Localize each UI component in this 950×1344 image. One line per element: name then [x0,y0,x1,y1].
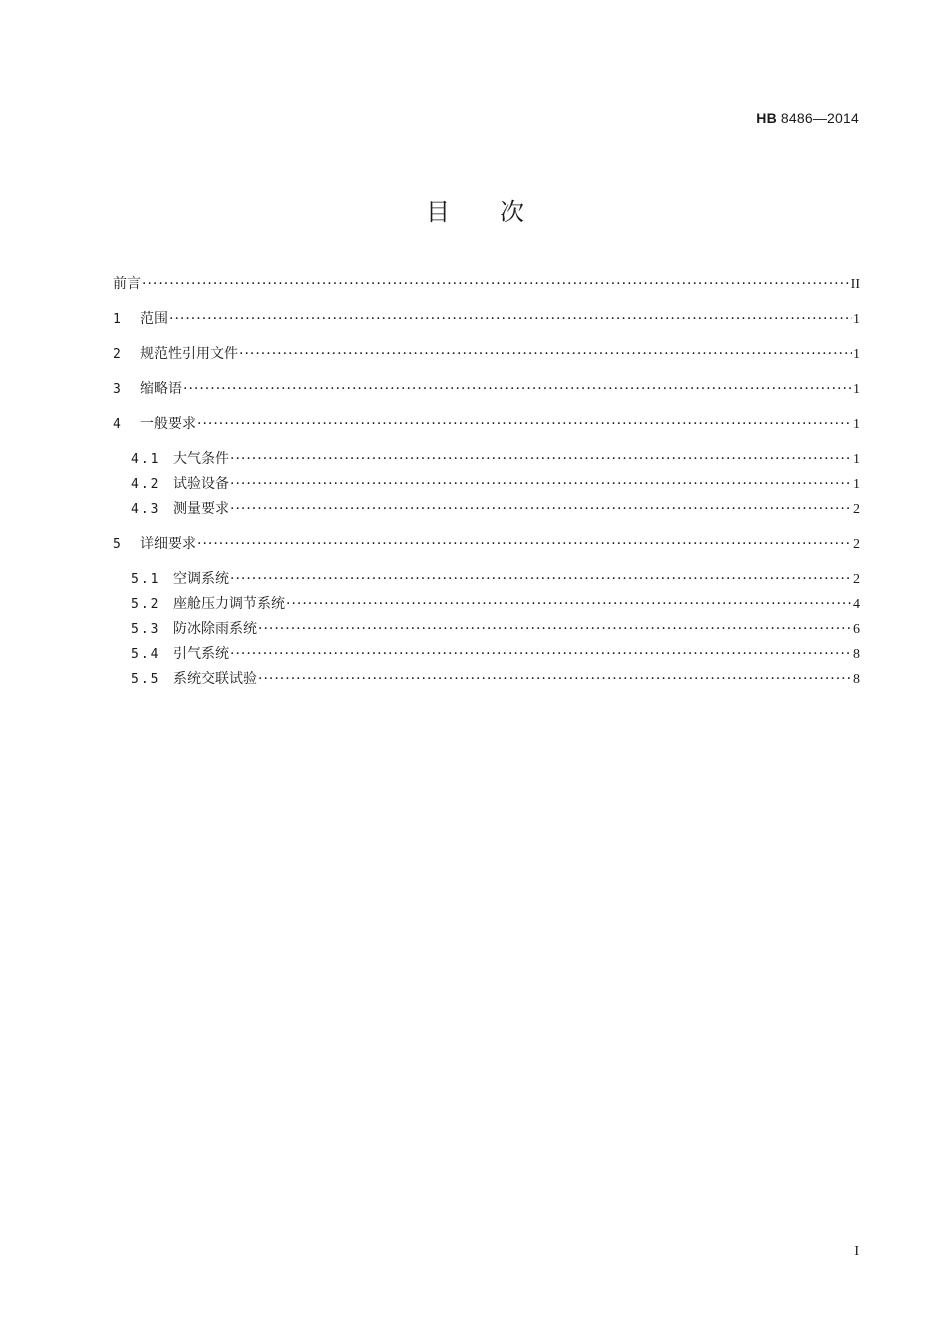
toc-page-number: 8 [853,672,860,687]
toc-entry-5-5[interactable] [113,667,860,692]
toc-section-number: 3 [113,382,123,397]
toc-entry-title: 防冰除雨系统 [173,621,257,637]
toc-section-number: 5.5 [131,672,161,687]
page-title: 目次 [426,198,574,226]
toc-leader-dots [230,567,852,592]
toc-section-number: 4 [113,417,123,432]
toc-entry-5-4[interactable] [113,642,860,667]
toc-entry-title: 系统交联试验 [173,671,257,687]
toc-entry-5-2[interactable] [113,592,860,617]
toc-section-number: 2 [113,347,123,362]
toc-entry-5-3[interactable] [113,617,860,642]
toc-entry-title: 座舱压力调节系统 [173,596,285,612]
standard-number: 8486—2014 [780,110,859,126]
table-of-contents [113,272,860,692]
toc-section-number: 4.3 [131,502,161,517]
toc-page-number: 1 [853,382,860,397]
toc-entry-2[interactable] [113,342,860,367]
toc-entry-title: 大气条件 [173,451,229,467]
toc-page-number: 8 [853,647,860,662]
toc-page-number: 1 [853,452,860,467]
toc-page-number: 1 [853,477,860,492]
toc-page-number: 1 [853,312,860,327]
toc-entry-5-1[interactable] [113,567,860,592]
toc-page-number: 4 [853,597,860,612]
toc-entry-foreword[interactable] [113,272,860,297]
toc-section-number: 5.2 [131,597,161,612]
toc-entry-title: 测量要求 [173,501,229,517]
toc-leader-dots [230,472,852,497]
toc-entry-4-3[interactable] [113,497,860,522]
toc-page-number: 2 [853,537,860,552]
toc-page-number: 1 [853,347,860,362]
toc-leader-dots [286,592,852,617]
toc-entry-title: 空调系统 [173,571,229,587]
toc-page-number: 2 [853,572,860,587]
toc-leader-dots [239,342,852,367]
standard-prefix: HB [756,110,777,126]
toc-leader-dots [142,272,850,297]
toc-section-number: 5.3 [131,622,161,637]
toc-section-number: 1 [113,312,123,327]
toc-section-number: 5.1 [131,572,161,587]
toc-section-number: 4.2 [131,477,161,492]
toc-leader-dots [197,532,852,557]
toc-leader-dots [230,642,852,667]
toc-leader-dots [258,667,852,692]
toc-entry-5[interactable] [113,532,860,557]
toc-entry-title: 前言 [113,276,141,292]
page-number: I [854,1244,859,1259]
toc-entry-1[interactable] [113,307,860,332]
toc-entry-title: 一般要求 [140,416,196,432]
toc-page-number: II [850,277,860,292]
toc-page-number: 2 [853,502,860,517]
toc-leader-dots [197,412,852,437]
toc-entry-title: 范围 [140,311,168,327]
toc-entry-4-2[interactable] [113,472,860,497]
toc-entry-3[interactable] [113,377,860,402]
toc-entry-4[interactable] [113,412,860,437]
toc-section-number: 4.1 [131,452,161,467]
toc-entry-title: 详细要求 [140,536,196,552]
toc-entry-title: 引气系统 [173,646,229,662]
toc-leader-dots [169,307,852,332]
toc-leader-dots [258,617,852,642]
toc-leader-dots [230,447,852,472]
standard-identifier [756,110,859,126]
toc-entry-title: 规范性引用文件 [140,346,238,362]
toc-section-number: 5.4 [131,647,161,662]
toc-leader-dots [183,377,852,402]
toc-page-number: 1 [853,417,860,432]
toc-entry-title: 缩略语 [140,381,182,397]
toc-section-number: 5 [113,537,123,552]
toc-entry-4-1[interactable] [113,447,860,472]
toc-leader-dots [230,497,852,522]
toc-page-number: 6 [853,622,860,637]
toc-entry-title: 试验设备 [173,476,229,492]
